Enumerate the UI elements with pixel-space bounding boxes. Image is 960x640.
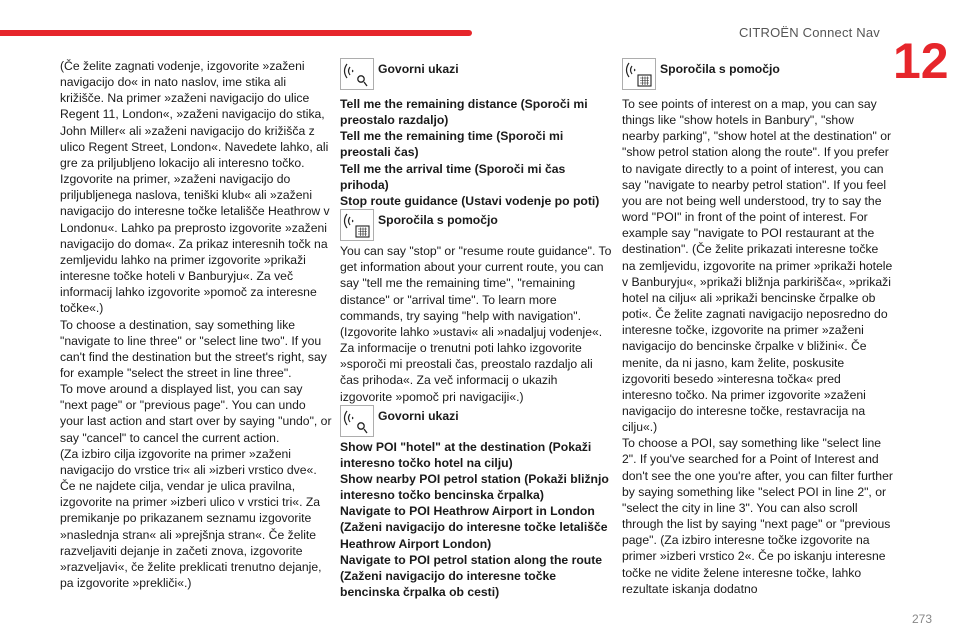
col1-paragraph: To move around a displayed list, you can say "next page" or "previous page". You can undo your last action and start over by saying "undo", or say "cancel" to cancel the current action. — [60, 382, 332, 445]
voice-command-line: Stop route guidance (Ustavi vodenje po poti) — [340, 193, 600, 208]
voice-command-line: Navigate to POI Heathrow Airport in London (Zaženi navigacijo do interesne točke letališče Heathrow Airport London) — [340, 504, 608, 551]
section-title: Sporočila s pomočjo — [378, 213, 498, 228]
voice-command-icon — [340, 405, 374, 437]
section-title: Govorni ukazi — [378, 62, 459, 76]
section-title: Sporočila s pomočjo — [660, 62, 780, 76]
col1-paragraph: (Za izbiro cilja izgovorite na primer »zaženi navigacijo do vrstice tri« ali »izberi vrstico dve«. Če ne najdete cilja, vendar je ulica pravilna, izgovorite na primer »izberi ulico v vrstici tri«. Za premikanje po prikazanem seznamu izgovorite »naslednja stran« ali »prejšnja stran«. Če želite razveljaviti dejanje in začeti znova, izgovorite »razveljavi«, če želite preklicati trenutno dejanje, pa izgovorite »prekliči«.) — [60, 446, 322, 590]
col1-paragraph: To choose a destination, say something like "navigate to line three" or "select line two". If you can't find the destination but the street's right, say for example "select the street in line three". — [60, 317, 327, 380]
voice-commands-header — [340, 405, 612, 439]
voice-command-line: Tell me the arrival time (Sporoči mi čas prihoda) — [340, 161, 566, 192]
voice-command-icon — [340, 58, 374, 90]
help-messages-header — [622, 58, 894, 96]
voice-command-line: Tell me the remaining time (Sporoči mi preostali čas) — [340, 129, 564, 160]
voice-command-line: Tell me the remaining distance (Sporoči mi preostalo razdaljo) — [340, 97, 588, 128]
section-title: Govorni ukazi — [378, 408, 459, 423]
voice-commands-header — [340, 58, 612, 96]
header-title: CITROËN Connect Nav — [738, 25, 880, 40]
page-number: 273 — [912, 612, 933, 626]
help-paragraph: To see points of interest on a map, you can say things like "show hotels in Banbury", "show nearby parking", "show hotel at the destination" or "show petrol station along the route". If you prefer to navigate directly to a point of interest, you can say "navigate to nearby petrol station". If you feel you are not being well understood, try to say the word "POI" in front of the point of interest. For example say "navigate to POI restaurant at the destination". (Če želite prikazati interesne točke na zemljevidu, izgovorite na primer »prikaži hotele v Banburyju«, »prikaži bližnja parkirišča«, »prikaži hotel na cilju« ali »prikaži bencinske črpalke ob poti«. Če želite zagnati navigacijo neposredno do interesne točke, izgovorite na primer »zaženi navigacijo do bencinske črpalke v bližini«. Če menite, da ni jasno, kam želite, poskusite izgovoriti besedo »interesna točka« pred interesno točko. Na primer izgovorite »zaženi navigacijo do interesne točke, restavracija na cilju«.) — [622, 97, 893, 435]
col1-paragraph: (Če želite zagnati vodenje, izgovorite »zaženi navigacijo do« in nato naslov, ime stika ali križišče. Na primer »zaženi navigacijo do ulice Regent 11, London«, »zaženi navigacijo do stika, John Miller« ali »zaženi navigacijo do križišča z ulico Regent Street, London«. Navedete lahko, ali gre za priljubljeno lokacijo ali interesno točko. Izgovorite na primer, »zaženi navigacijo do priljubljenega naslova, teniški klub« ali »zaženi navigacijo do interesne točke letališče Heathrow v Londonu«. Lahko pa preprosto izgovorite »zaženi navigacijo do doma«. Za prikaz interesnih točk na zemljevidu lahko na primer izgovorite »prikaži interesne točke hoteli v Banburyju«. Za več informacij lahko izgovorite »pomoč za interesne točke«.) — [60, 59, 330, 316]
column-2 — [340, 58, 612, 600]
voice-command-line: Show POI "hotel" at the destination (Pokaži interesno točko hotel na cilju) — [340, 439, 592, 470]
voice-command-line: Navigate to POI petrol station along the route (Zaženi navigacijo do interesne točke bencinska črpalka ob cesti) — [340, 552, 603, 600]
help-message-icon — [622, 58, 656, 90]
header-accent-bar — [0, 30, 472, 36]
help-paragraph: (Izgovorite lahko »ustavi« ali »nadaljuj vodenje«. Za informacije o trenutni poti lahko izgovorite »sporoči mi preostali čas, preostalo razdaljo ali čas prihoda«. Za več informacij o ukazih izgovorite »pomoč pri navigaciji«.) — [340, 324, 603, 404]
help-paragraph: You can say "stop" or "resume route guidance". To get information about your current route, you can say "tell me the remaining time", "remaining distance" or "arrival time". To learn more commands, try saying "help with navigation". — [340, 244, 612, 323]
help-paragraph: To choose a POI, say something like "select line 2". If you've searched for a Point of Interest and don't see the one you're after, you can filter further by saying something like "select POI in line 2", or "select the city in line 3". You can also scroll through the list by saying "next page" or "previous page". (Za izbiro interesne točke izgovorite na primer »izberi vrstico 2«. Če po iskanju interesne točke ne vidite želene interesne točke, lahko rezultate iskanja dodatno — [622, 436, 893, 596]
help-message-icon — [340, 209, 374, 241]
voice-command-line: Show nearby POI petrol station (Pokaži bližnjo interesno točko bencinska črpalka) — [340, 471, 609, 503]
chapter-number: 12 — [893, 33, 949, 89]
help-messages-header — [340, 209, 612, 243]
column-1 — [60, 58, 332, 591]
column-3 — [622, 58, 894, 597]
